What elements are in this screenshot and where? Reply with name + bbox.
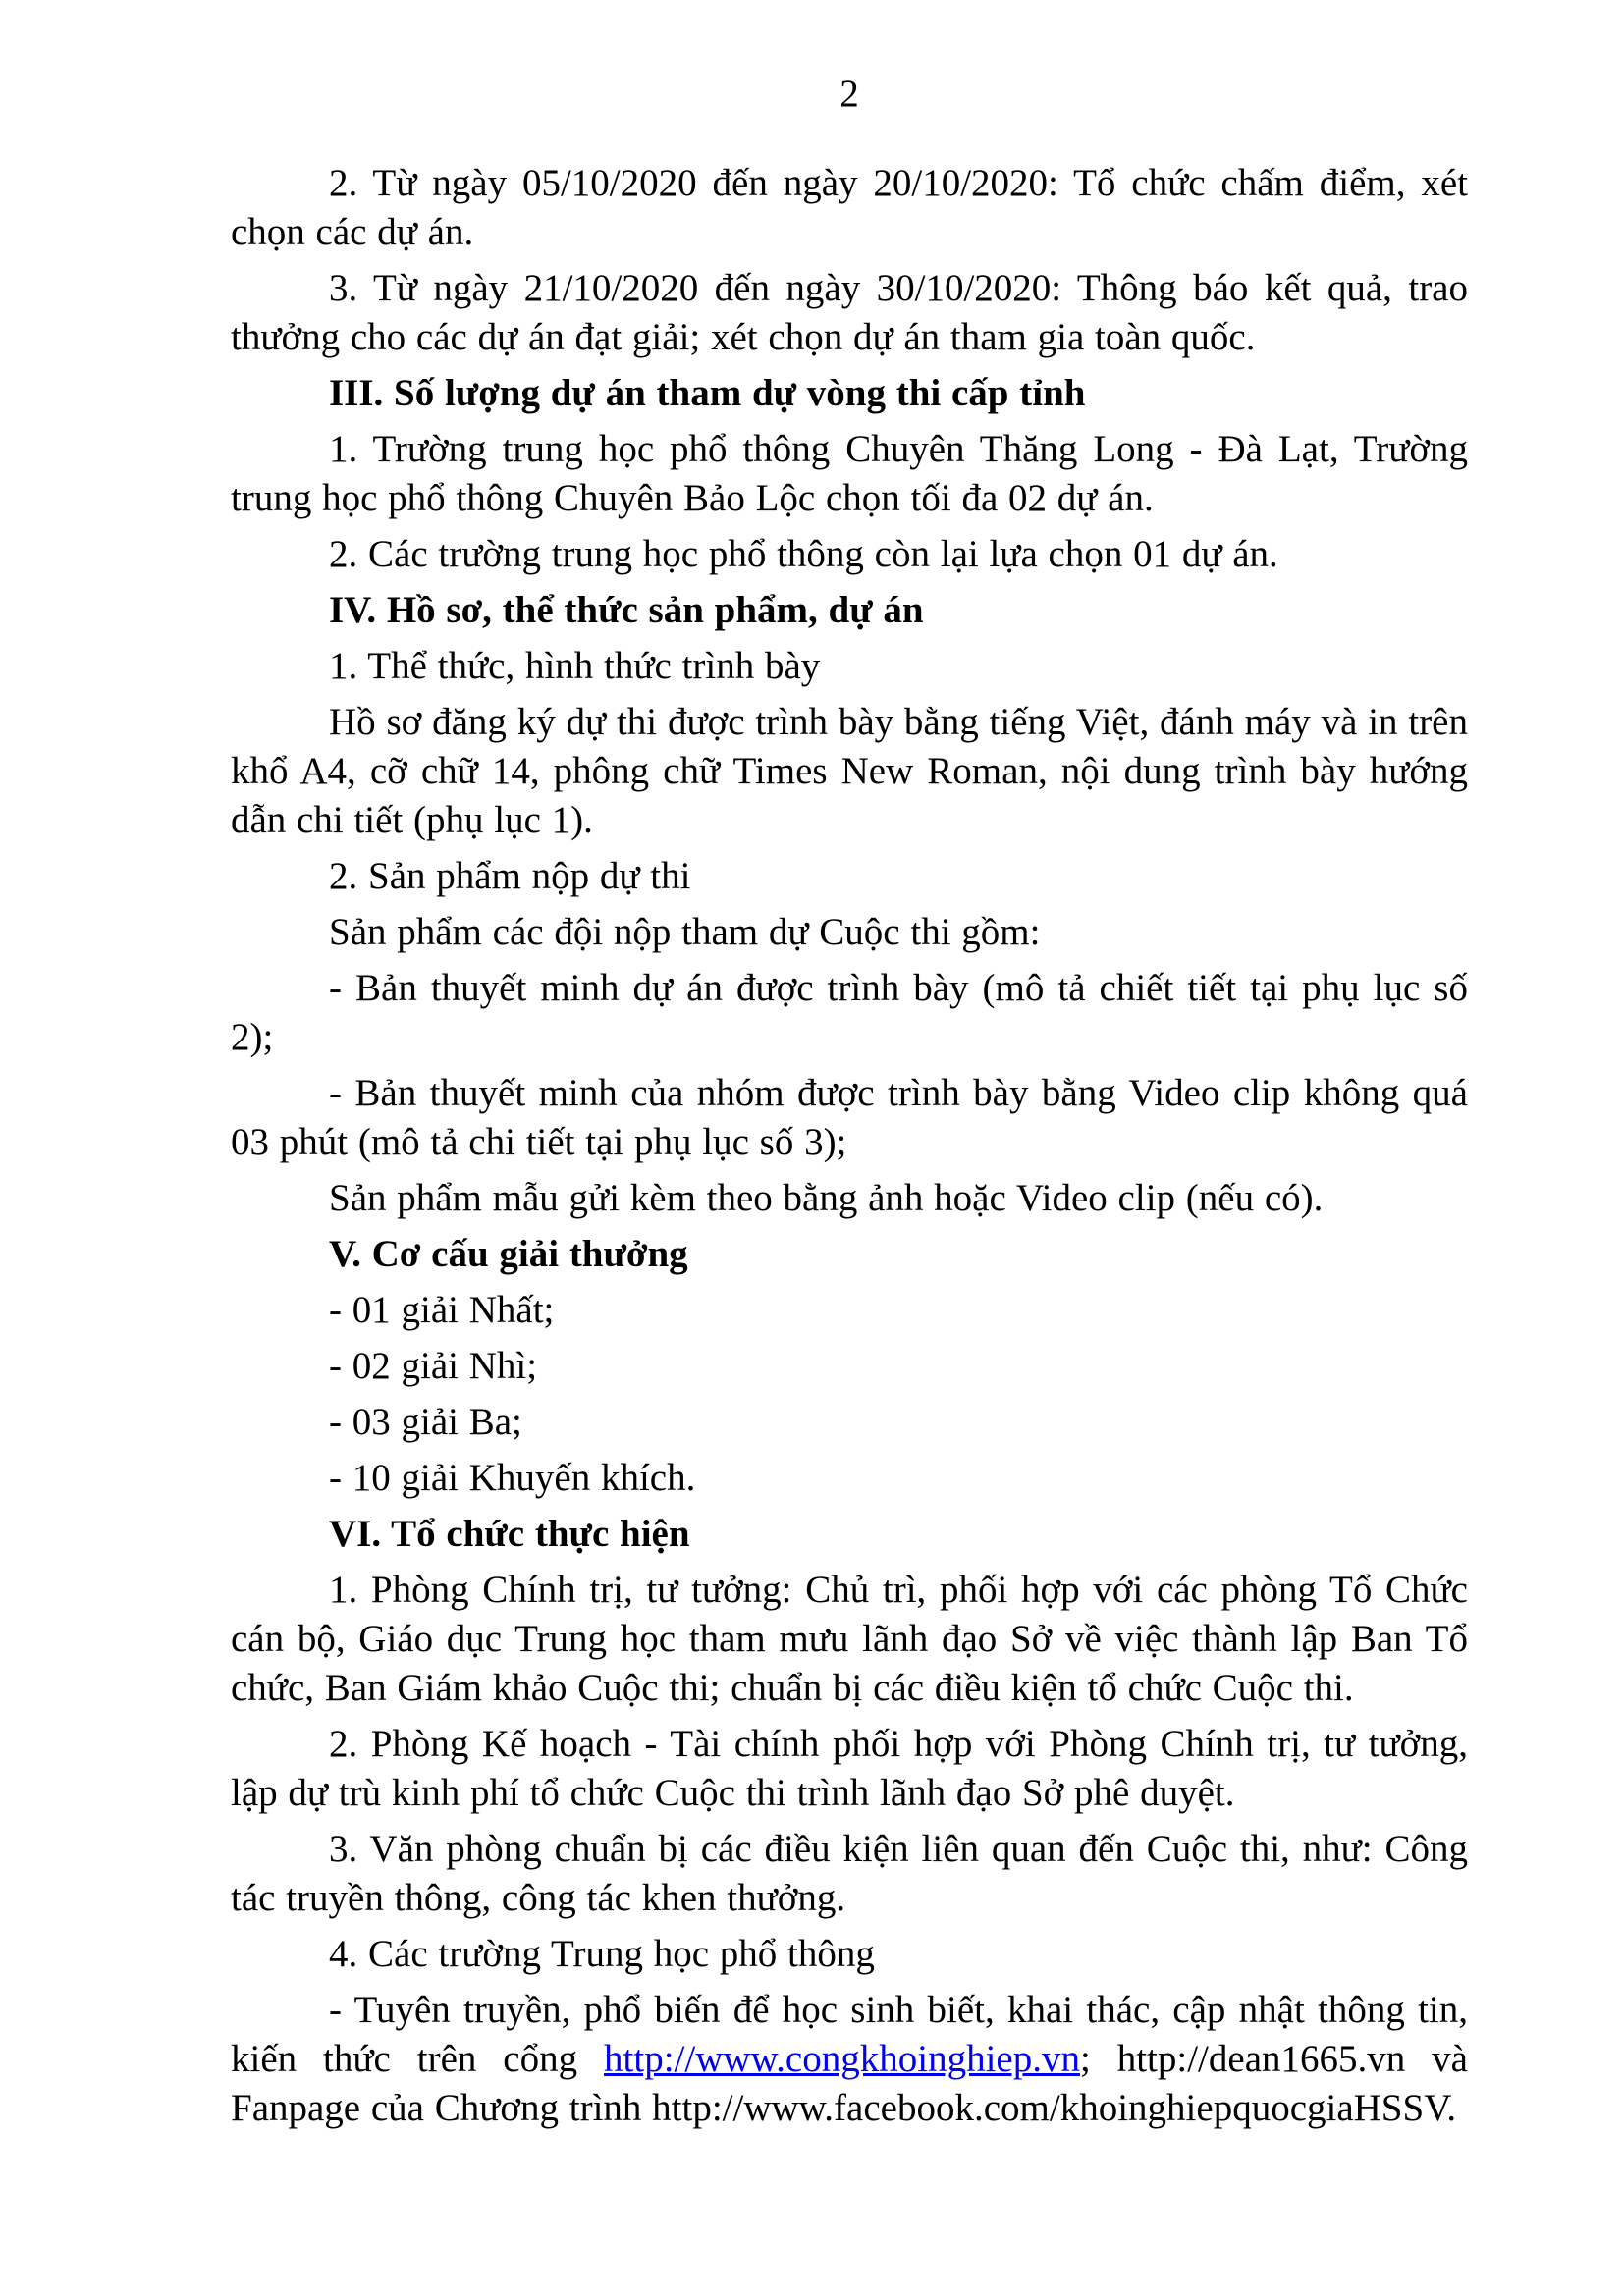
paragraph: - Bản thuyết minh dự án được trình bày (mô tả chiết tiết tại phụ lục số 2); bbox=[231, 967, 1468, 1058]
paragraph: 2. Các trường trung học phổ thông còn lại lựa chọn 01 dự án. bbox=[329, 533, 1278, 575]
document-body bbox=[231, 159, 1468, 2133]
paragraph: 3. Từ ngày 21/10/2020 đến ngày 30/10/2020: Thông báo kết quả, trao thưởng cho các dự án đạt giải; xét chọn dự án tham gia toàn quốc. bbox=[231, 267, 1468, 358]
page-number: 2 bbox=[839, 73, 859, 115]
section-heading: III. Số lượng dự án tham dự vòng thi cấp tỉnh bbox=[329, 372, 1086, 414]
paragraph: Hồ sơ đăng ký dự thi được trình bày bằng tiếng Việt, đánh máy và in trên khổ A4, cỡ chữ 14, phông chữ Times New Roman, nội dung trình bày hướng dẫn chi tiết (phụ lục 1). bbox=[231, 701, 1468, 841]
paragraph: 1. Trường trung học phổ thông Chuyên Thăng Long - Đà Lạt, Trường trung học phổ thông Chuyên Bảo Lộc chọn tối đa 02 dự án. bbox=[231, 428, 1468, 519]
section-heading: VI. Tổ chức thực hiện bbox=[329, 1513, 690, 1555]
paragraph: - 01 giải Nhất; bbox=[329, 1289, 555, 1331]
paragraph: 2. Phòng Kế hoạch - Tài chính phối hợp với Phòng Chính trị, tư tưởng, lập dự trù kinh phí tổ chức Cuộc thi trình lãnh đạo Sở phê duyệt. bbox=[231, 1723, 1468, 1814]
paragraph: - 02 giải Nhì; bbox=[329, 1345, 538, 1387]
paragraph: 4. Các trường Trung học phổ thông bbox=[329, 1933, 875, 1975]
paragraph: 1. Thể thức, hình thức trình bày bbox=[329, 645, 821, 687]
section-heading: V. Cơ cấu giải thưởng bbox=[329, 1233, 688, 1275]
paragraph: - 03 giải Ba; bbox=[329, 1401, 522, 1443]
text-segment: ; http://dean1665.vn và Fanpage của Chương trình http://www.facebook.com/khoinghiepquocgiaHSSV. bbox=[231, 2038, 1468, 2129]
text-segment: - Tuyên truyền, phổ biến để học sinh biết, khai thác, cập nhật thông tin, kiến thức trên cổng bbox=[231, 1989, 1468, 2080]
paragraph: 2. Sản phẩm nộp dự thi bbox=[329, 855, 691, 897]
portal-hyperlink[interactable]: http://www.congkhoinghiep.vn bbox=[604, 2038, 1080, 2080]
paragraph: Sản phẩm các đội nộp tham dự Cuộc thi gồm: bbox=[329, 911, 1041, 953]
paragraph: 1. Phòng Chính trị, tư tưởng: Chủ trì, phối hợp với các phòng Tổ Chức cán bộ, Giáo dục Trung học tham mưu lãnh đạo Sở về việc thành lập Ban Tổ chức, Ban Giám khảo Cuộc thi; chuẩn bị các điều kiện tổ chức Cuộc thi. bbox=[231, 1569, 1468, 1709]
paragraph: Sản phẩm mẫu gửi kèm theo bằng ảnh hoặc Video clip (nếu có). bbox=[329, 1177, 1324, 1219]
paragraph: 2. Từ ngày 05/10/2020 đến ngày 20/10/2020: Tổ chức chấm điểm, xét chọn các dự án. bbox=[231, 162, 1468, 253]
paragraph: - 10 giải Khuyến khích. bbox=[329, 1457, 696, 1499]
paragraph bbox=[231, 1986, 1468, 2133]
section-heading: IV. Hồ sơ, thể thức sản phẩm, dự án bbox=[329, 589, 924, 631]
paragraph: 3. Văn phòng chuẩn bị các điều kiện liên quan đến Cuộc thi, như: Công tác truyền thông, công tác khen thưởng. bbox=[231, 1828, 1468, 1919]
paragraph: - Bản thuyết minh của nhóm được trình bày bằng Video clip không quá 03 phút (mô tả chi tiết tại phụ lục số 3); bbox=[231, 1072, 1468, 1163]
